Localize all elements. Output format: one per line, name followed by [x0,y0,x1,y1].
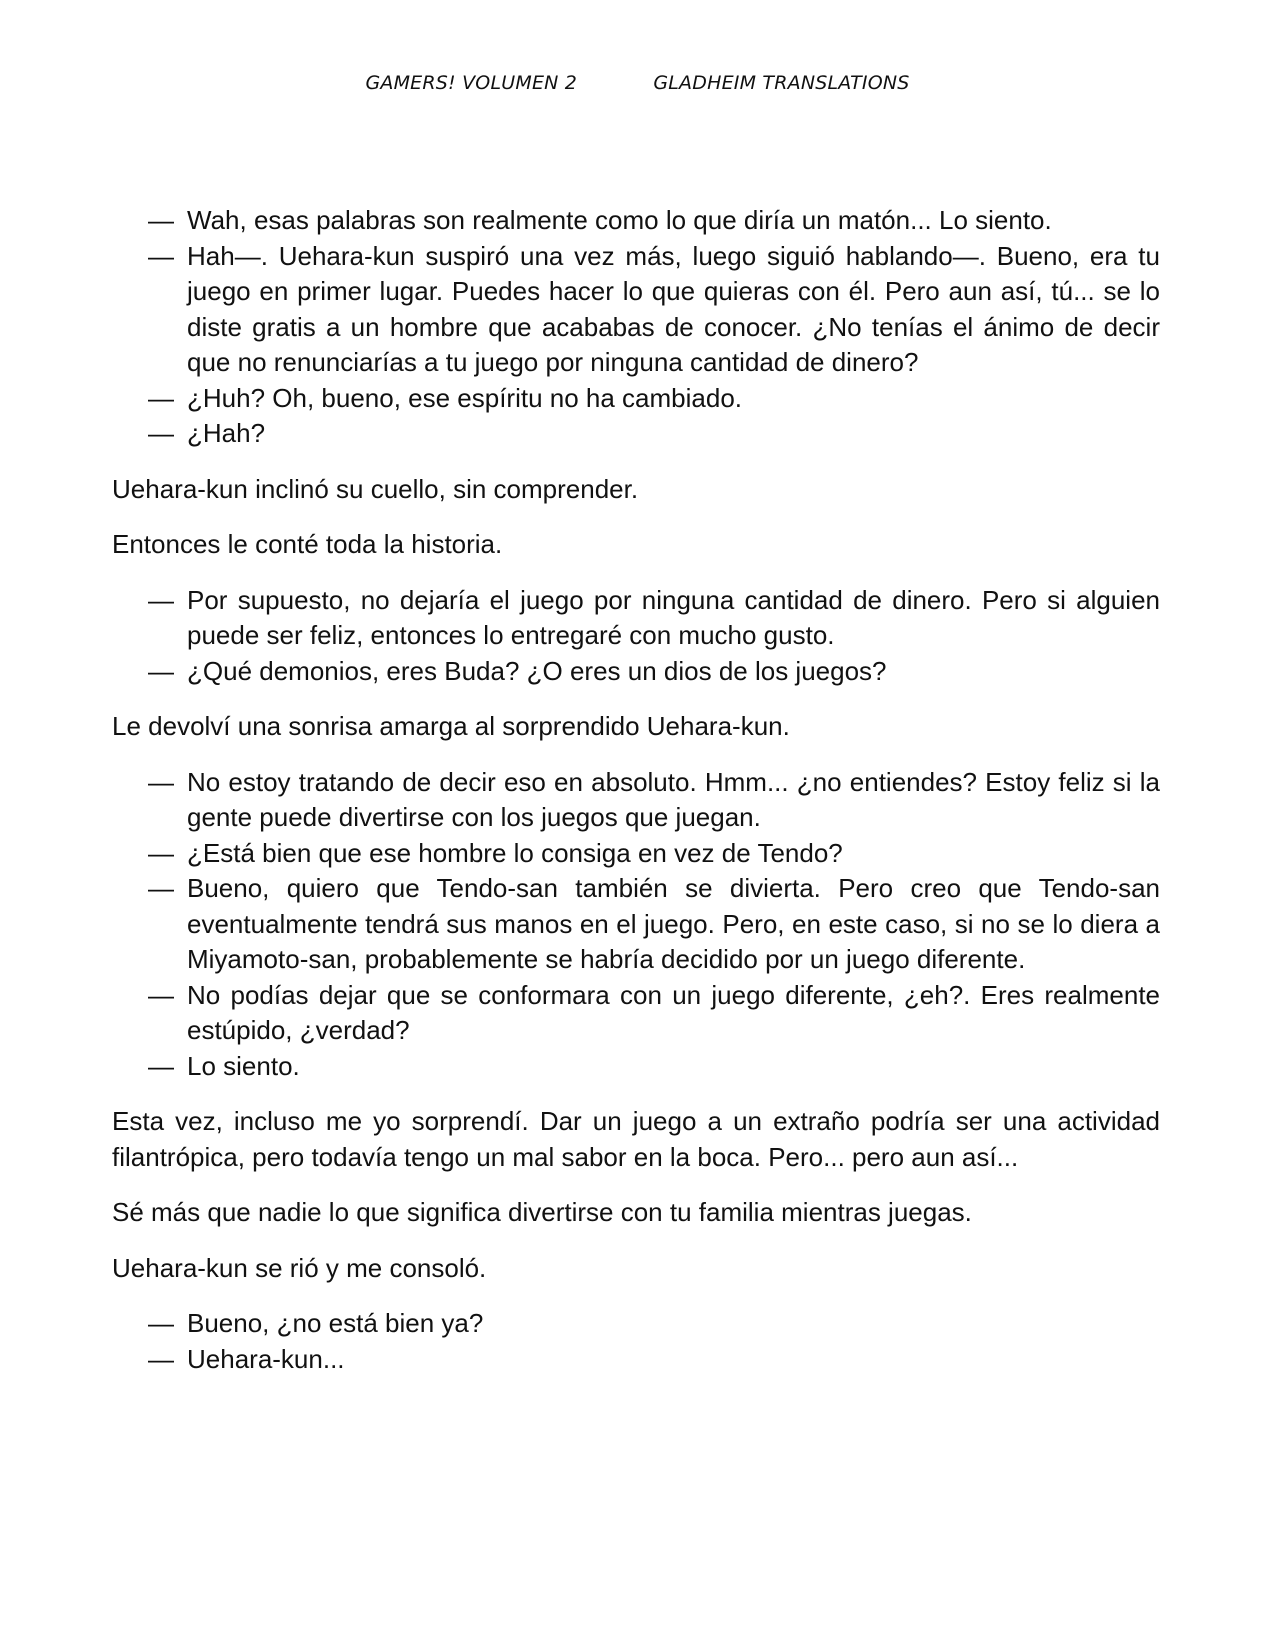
dialog-block-2 [112,583,1160,690]
narration-paragraph: Entonces le conté toda la historia. [112,529,503,559]
narration-paragraph: Le devolví una sonrisa amarga al sorprendido Uehara-kun. [112,711,790,741]
dialog-line: — No podías dejar que se conformara con un juego diferente, ¿eh?. Eres realmente estúpido, ¿verdad? [148,979,1160,1045]
dialog-block-3 [112,765,1160,1085]
dialog-line: — Bueno, quiero que Tendo-san también se divierta. Pero creo que Tendo-san eventualmente tendrá sus manos en el juego. Pero, en este caso, si no se lo diera a Miyamoto-san, probablemente se habría decidido por un juego diferente. [148,873,1160,974]
dialog-dash: — [148,1343,174,1374]
dialog-line: — Hah—. Uehara-kun suspiró una vez más, luego siguió hablando—. Bueno, era tu juego en primer lugar. Puedes hacer lo que quieras con él. Pero aun así, tú... se lo diste gratis a un hombre que acababas de conocer. ¿No tenías el ánimo de decir que no renunciarías a tu juego por ninguna cantidad de dinero? [148,240,1160,377]
dialog-dash: — [148,1308,174,1338]
dialog-block-4 [112,1306,1160,1377]
dialog-line: — Bueno, ¿no está bien ya? [112,1306,1160,1342]
dialog-line: — No estoy tratando de decir eso en absoluto. Hmm... ¿no entiendes? Estoy feliz si la gente puede divertirse con los juegos que juegan. [148,766,1160,832]
narration-paragraph: Sé más que nadie lo que significa divertirse con tu familia mientras juegas. [112,1197,972,1227]
dialog-line: — ¿Qué demonios, eres Buda? ¿O eres un dios de los juegos? [112,654,1160,690]
page-body [112,203,1160,1377]
dialog-line: — Por supuesto, no dejaría el juego por ninguna cantidad de dinero. Pero si alguien puede ser feliz, entonces lo entregaré con mucho gusto. [148,584,1160,650]
dialog-dash: — [148,584,174,615]
page-header [0,72,1275,94]
dialog-line: — ¿Está bien que ese hombre lo consiga en vez de Tendo? [112,836,1160,872]
dialog-line: — Uehara-kun... [112,1342,1160,1378]
dialog-dash: — [148,205,174,235]
dialog-line: — Lo siento. [112,1049,1160,1085]
dialog-line: — ¿Hah? [112,416,1160,452]
dialog-dash: — [148,240,174,271]
header-translator: GLADHEIM TRANSLATIONS [653,72,910,94]
dialog-line: — Wah, esas palabras son realmente como lo que diría un matón... Lo siento. [112,203,1160,239]
dialog-dash: — [148,766,174,797]
narration-paragraph: Uehara-kun inclinó su cuello, sin comprender. [112,473,639,504]
dialog-dash: — [148,873,174,903]
dialog-block-1 [112,203,1160,452]
dialog-line: — ¿Huh? Oh, bueno, ese espíritu no ha cambiado. [112,381,1160,417]
narration-paragraph: Esta vez, incluso me yo sorprendí. Dar un juego a un extraño podría ser una actividad filantrópica, pero todavía tengo un mal sabor en la boca. Pero... pero aun así... [112,1106,1160,1172]
dialog-dash: — [148,837,174,868]
dialog-dash: — [148,655,174,686]
dialog-dash: — [148,382,174,413]
dialog-dash: — [148,1050,174,1081]
dialog-dash: — [148,979,174,1010]
header-book-title: GAMERS! VOLUMEN 2 [365,72,578,94]
dialog-dash: — [148,418,174,448]
narration-paragraph: Uehara-kun se rió y me consoló. [112,1252,487,1283]
